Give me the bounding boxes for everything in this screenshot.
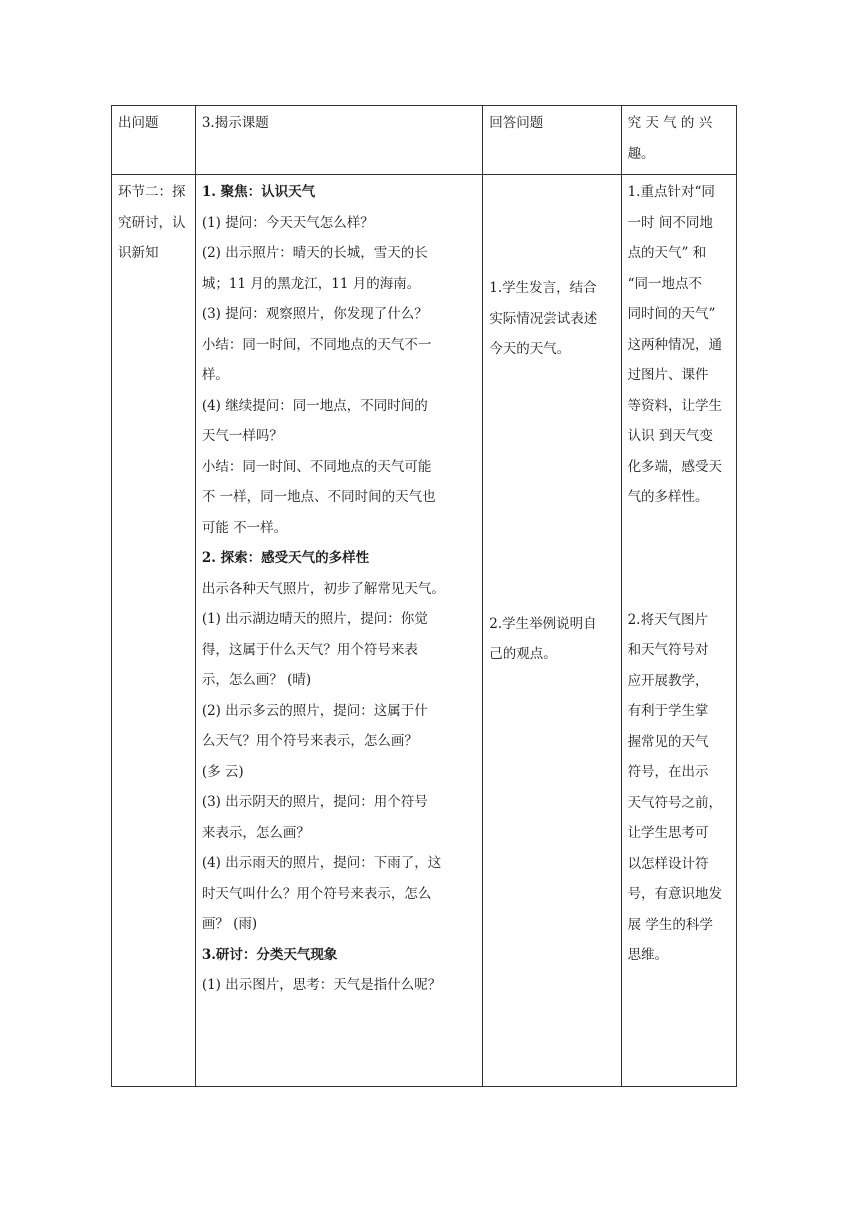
teacher-line: (4) 继续提问：同一地点，不同时间的 [201, 397, 428, 414]
section-heading: 3.研讨：分类天气现象 [201, 946, 338, 963]
teacher-activity-cell [195, 175, 482, 1087]
intent-line: 2.将天气图片 [627, 611, 708, 628]
intent-line: 有利于学生掌 [627, 703, 709, 719]
spacer [489, 365, 614, 609]
teacher-activity-cell [195, 106, 482, 175]
teacher-line: (1) 出示湖边晴天的照片，提问：你觉 [201, 611, 428, 627]
intent-line: 同时间的天气” [627, 306, 716, 322]
student-activity-cell [483, 175, 621, 1087]
teacher-line: 不 一样，同一地点、不同时间的天气也 [201, 489, 436, 505]
intent-line: 号，有意识地发 [627, 886, 723, 902]
intent-line: 这两种情况，通 [627, 336, 723, 353]
teacher-line: (多 云) [201, 763, 244, 780]
teacher-line: (1) 提问：今天天气怎么样？ [201, 214, 374, 231]
student-line: 今天的天气。 [489, 341, 571, 357]
teacher-line: (3) 提问：观察照片，你发现了什么？ [201, 306, 428, 322]
teacher-line: 来表示，怎么画？ [201, 824, 310, 841]
stage-text: 出问题 [118, 115, 159, 131]
stage-cell [112, 175, 196, 1087]
teacher-line: 小结：同一时间、不同地点的天气可能 [201, 458, 432, 475]
table-row [112, 106, 737, 175]
design-intent-line: 究 天 气 的 兴 [627, 115, 713, 131]
stage-line: 环节二：探 [118, 184, 186, 200]
student-line: 2.学生举例说明自 [489, 615, 597, 632]
intent-line: 和天气符号对 [627, 642, 709, 658]
stage-line: 究研讨，认 [118, 214, 186, 231]
intent-line: 思维。 [627, 947, 669, 963]
design-intent-cell [621, 106, 736, 175]
teacher-line: 样。 [201, 367, 229, 383]
spacer [489, 177, 614, 273]
spacer [628, 513, 730, 605]
teacher-line: 么天气？用个符号来表示，怎么画？ [201, 733, 418, 749]
teacher-line: 出示各种天气照片，初步了解常见天气。 [201, 580, 445, 597]
intent-line: 以怎样设计符 [627, 855, 709, 872]
teacher-line: (4) 出示雨天的照片，提问：下雨了，这 [201, 855, 442, 871]
teacher-line: 天气一样吗？ [201, 428, 283, 444]
intent-line: 展 学生的科学 [627, 916, 713, 933]
teacher-activity-text: 3.揭示课题 [201, 115, 269, 131]
teacher-line: (2) 出示多云的照片，提问：这属于什 [201, 702, 428, 719]
student-line: 己的观点。 [489, 646, 557, 662]
intent-line: 1.重点针对“同 [627, 184, 715, 200]
teacher-line: 画？ (雨) [201, 916, 258, 932]
intent-line: 气的多样性。 [627, 489, 709, 505]
intent-line: “同一地点不 [627, 275, 702, 292]
intent-line: 化多端，感受天 [627, 458, 723, 475]
teacher-line: (3) 出示阴天的照片，提问：用个符号 [201, 794, 428, 810]
intent-line: 符号，在出示 [627, 764, 709, 780]
intent-line: 点的天气” 和 [627, 245, 707, 261]
teacher-line: (2) 出示照片：晴天的长城，雪天的长 [201, 245, 428, 261]
student-activity-text: 回答问题 [489, 115, 544, 131]
intent-line: 让学生思考可 [627, 825, 709, 841]
design-intent-line: 趣。 [627, 145, 655, 162]
teacher-line: 小结：同一时间，不同地点的天气不一 [201, 336, 432, 353]
teacher-line: 时天气叫什么？用个符号来表示，怎么 [201, 885, 432, 902]
intent-line: 应开展教学， [627, 672, 709, 689]
student-line: 实际情况尝试表述 [489, 310, 598, 327]
intent-line: 认识 到天气变 [627, 428, 713, 444]
section-heading: 1. 聚焦：认识天气 [201, 184, 316, 200]
intent-line: 等资料，让学生 [627, 397, 723, 414]
design-intent-cell [621, 175, 736, 1087]
intent-line: 一时 间不同地 [627, 214, 713, 231]
teacher-line: 示，怎么画？ (晴) [201, 672, 312, 688]
teacher-line: 城；11 月的黑龙江，11 月的海南。 [201, 275, 421, 292]
teacher-line: 可能 不一样。 [201, 519, 288, 536]
intent-line: 握常见的天气 [627, 733, 709, 750]
table-row [112, 175, 737, 1087]
teacher-line: (1) 出示图片，思考：天气是指什么呢？ [201, 977, 442, 993]
student-activity-cell [483, 106, 621, 175]
teacher-line: 得，这属于什么天气？用个符号来表 [201, 641, 418, 658]
stage-cell [112, 106, 196, 175]
intent-line: 过图片、课件 [627, 367, 709, 383]
section-heading: 2. 探索：感受天气的多样性 [201, 550, 370, 566]
stage-line: 识新知 [118, 245, 159, 261]
lesson-plan-table [111, 105, 737, 1087]
intent-line: 天气符号之前， [627, 794, 723, 811]
student-line: 1.学生发言，结合 [489, 280, 597, 296]
